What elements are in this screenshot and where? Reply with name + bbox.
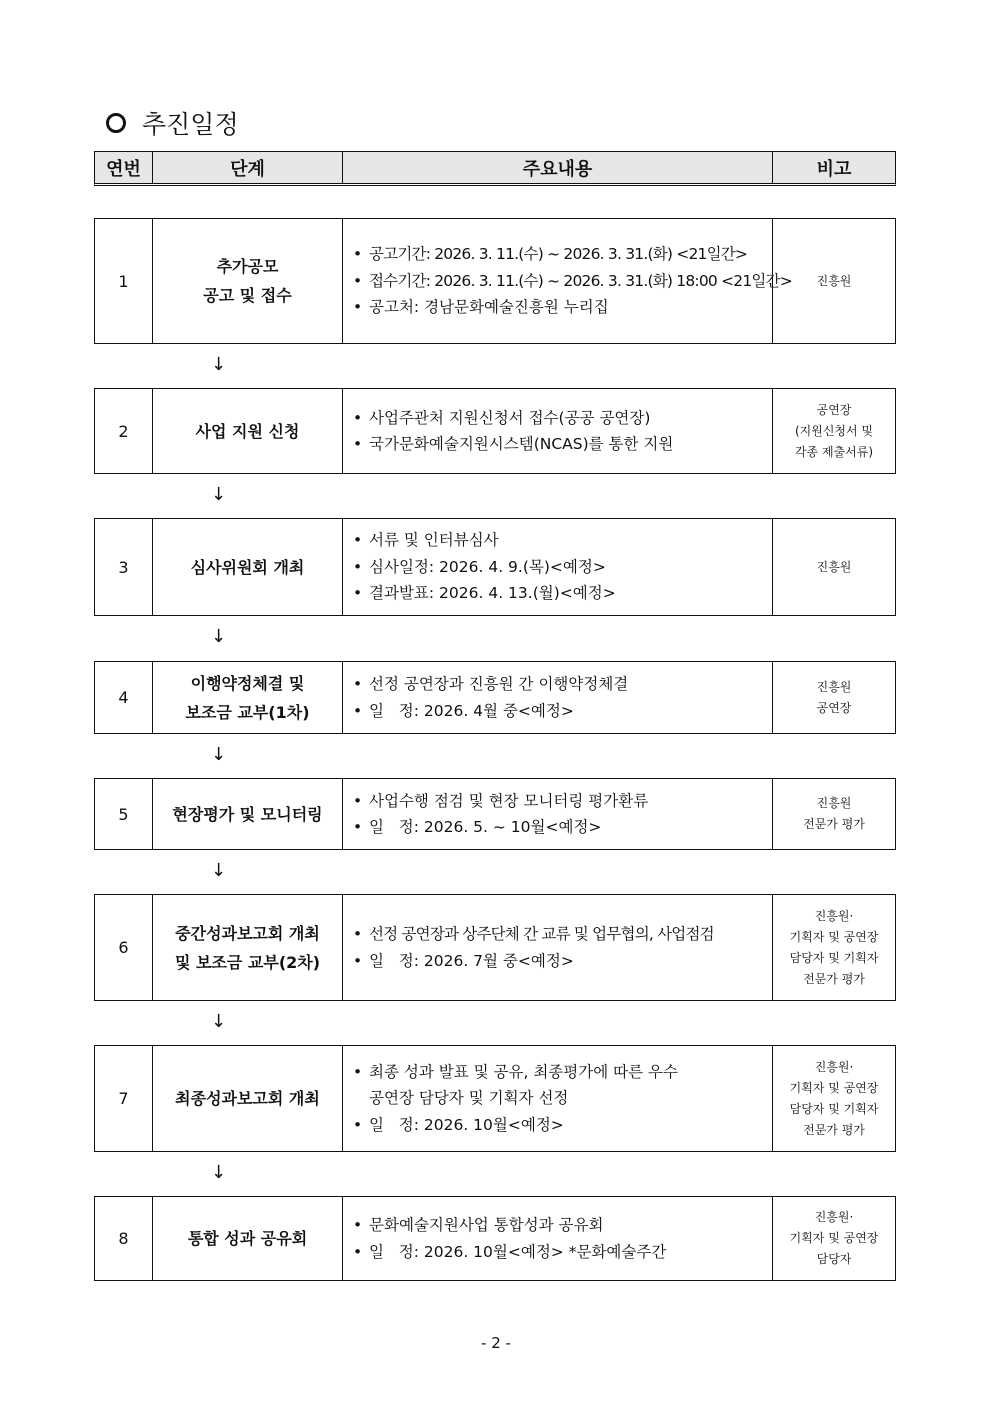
stage-line: 현장평가 및 모니터링 [172, 804, 323, 824]
content-continuation: 공연장 담당자 및 기획자 선정 [369, 1089, 569, 1108]
section-title [106, 106, 239, 140]
row-content [343, 662, 773, 733]
bullet-icon: • [353, 408, 363, 427]
row-content [343, 389, 773, 473]
note-line: 진흥원· [814, 908, 854, 923]
row-stage [153, 662, 343, 733]
row-stage [153, 219, 343, 343]
schedule-row-7 [94, 1045, 896, 1152]
bullet-icon: • [353, 435, 363, 453]
table-header [94, 151, 896, 186]
note-line: 담당자 및 기획자 [789, 950, 879, 965]
note-line: 기획자 및 공연장 [789, 1080, 879, 1095]
row-stage [153, 1197, 343, 1280]
note-line: 공연장 [816, 700, 852, 715]
note-line: 전문가 평가 [803, 1122, 865, 1137]
content-item: • 일 정: 2026. 4월 중<예정> [353, 698, 772, 725]
note-line: 담당자 [816, 1252, 852, 1266]
content-item: • 일 정: 2026. 10월<예정> *문화예술주간 [353, 1239, 772, 1266]
row-number: 6 [95, 895, 153, 1000]
row-content [343, 1046, 773, 1151]
note-line: 진흥원· [814, 1059, 854, 1074]
content-item: • 최종 성과 발표 및 공유, 최종평가에 따른 우수 [353, 1059, 772, 1086]
note-line: 진흥원 [816, 559, 852, 574]
row-content [343, 1197, 773, 1280]
schedule-row-4 [94, 661, 896, 734]
row-number: 7 [95, 1046, 153, 1151]
bullet-icon: • [353, 271, 362, 290]
bullet-icon: • [353, 818, 363, 836]
note-line: 진흥원 [816, 273, 852, 288]
row-stage [153, 779, 343, 849]
row-stage [153, 1046, 343, 1151]
page-number: - 2 - [481, 1334, 511, 1352]
note-line: 기획자 및 공연장 [789, 1231, 879, 1245]
schedule-row-2 [94, 388, 896, 474]
stage-line: 및 보조금 교부(2차) [174, 952, 321, 972]
bullet-icon: • [353, 951, 363, 970]
note-line: 전문가 평가 [803, 817, 865, 831]
schedule-row-3 [94, 518, 896, 616]
bullet-icon: • [353, 1115, 363, 1134]
schedule-row-8 [94, 1196, 896, 1281]
content-item: • 문화예술지원사업 통합성과 공유회 [353, 1212, 772, 1239]
content-item: • 일 정: 2026. 5. ~ 10월<예정> [353, 814, 772, 841]
header-content: 주요내용 [343, 152, 773, 183]
content-item: • 공고기간: 2026. 3. 11.(수) ~ 2026. 3. 31.(화) <21일간> [353, 241, 772, 268]
content-item: • 접수기간: 2026. 3. 11.(수) ~ 2026. 3. 31.(화) 18:00 <21일간> [353, 268, 772, 295]
content-item: • 서류 및 인터뷰심사 [353, 527, 772, 554]
row-note [773, 389, 895, 473]
note-line: 진흥원· [814, 1210, 854, 1224]
row-number: 4 [95, 662, 153, 733]
bullet-icon: • [353, 1062, 363, 1081]
down-arrow-icon: ↓ [211, 1011, 227, 1032]
row-stage [153, 389, 343, 473]
bullet-icon: • [353, 1216, 363, 1234]
bullet-icon: • [353, 675, 363, 693]
note-line: 기획자 및 공연장 [789, 929, 879, 944]
stage-line: 추가공모 [216, 257, 279, 276]
stage-line: 통합 성과 공유회 [187, 1229, 308, 1248]
content-item: • 일 정: 2026. 10월<예정> [353, 1112, 772, 1139]
content-item: • 심사일정: 2026. 4. 9.(목)<예정> [353, 554, 772, 581]
row-number: 1 [95, 219, 153, 343]
content-item: • 사업수행 점검 및 현장 모니터링 평가환류 [353, 788, 772, 815]
down-arrow-icon: ↓ [211, 484, 227, 505]
row-content [343, 779, 773, 849]
note-line: 공연장 [816, 402, 852, 417]
section-title-text: 추진일정 [142, 110, 239, 139]
stage-line: 중간성과보고회 개최 [175, 923, 320, 943]
bullet-icon: • [353, 701, 363, 720]
note-line: 진흥원 [816, 679, 852, 694]
row-note [773, 519, 895, 615]
bullet-icon: • [353, 245, 362, 264]
content-item: • 국가문화예술지원시스템(NCAS)를 통한 지원 [353, 431, 772, 458]
down-arrow-icon: ↓ [211, 1162, 227, 1183]
content-item: • 사업주관처 지원신청서 접수(공공 공연장) [353, 405, 772, 432]
header-no: 연번 [95, 152, 153, 183]
row-content [343, 895, 773, 1000]
bullet-icon: • [353, 584, 363, 603]
row-number: 8 [95, 1197, 153, 1280]
content-item: • 공고처: 경남문화예술진흥원 누리집 [353, 294, 772, 321]
bullet-icon: • [353, 1242, 363, 1261]
note-line: 진흥원 [816, 796, 852, 810]
note-line: 각종 제출서류) [794, 444, 874, 459]
row-note [773, 1046, 895, 1151]
header-stage: 단계 [153, 152, 343, 183]
bullet-icon: • [353, 925, 362, 943]
schedule-row-6 [94, 894, 896, 1001]
stage-line: 심사위원회 개최 [190, 557, 305, 577]
row-number: 5 [95, 779, 153, 849]
stage-line: 사업 지원 신청 [195, 421, 300, 441]
down-arrow-icon: ↓ [211, 744, 227, 765]
note-line: 담당자 및 기획자 [789, 1101, 879, 1116]
row-number: 3 [95, 519, 153, 615]
row-note [773, 662, 895, 733]
bullet-icon: • [353, 531, 363, 550]
down-arrow-icon: ↓ [211, 860, 227, 881]
note-line: (지원신청서 및 [794, 423, 874, 438]
content-item: • 선정 공연장과 진흥원 간 이행약정체결 [353, 671, 772, 698]
header-note: 비고 [773, 152, 895, 183]
row-number: 2 [95, 389, 153, 473]
content-item: • 선정 공연장과 상주단체 간 교류 및 업무협의, 사업점검 [353, 921, 772, 948]
down-arrow-icon: ↓ [211, 354, 227, 375]
content-item: • 결과발표: 2026. 4. 13.(월)<예정> [353, 580, 772, 607]
bullet-icon: • [353, 557, 363, 576]
row-stage [153, 519, 343, 615]
stage-line: 이행약정체결 및 [190, 673, 305, 693]
schedule-row-1 [94, 218, 896, 344]
bullet-icon: • [353, 791, 363, 810]
row-note [773, 779, 895, 849]
row-note [773, 1197, 895, 1280]
stage-line: 공고 및 접수 [203, 286, 292, 305]
row-note [773, 895, 895, 1000]
schedule-row-5 [94, 778, 896, 850]
hollow-circle-icon [106, 113, 126, 133]
content-item: • 일 정: 2026. 7월 중<예정> [353, 948, 772, 975]
row-stage [153, 895, 343, 1000]
stage-line: 최종성과보고회 개최 [175, 1089, 320, 1108]
row-content [343, 219, 792, 343]
row-note [773, 219, 895, 343]
note-line: 전문가 평가 [803, 971, 865, 986]
bullet-icon: • [353, 298, 363, 317]
row-content [343, 519, 773, 615]
stage-line: 보조금 교부(1차) [185, 702, 310, 722]
down-arrow-icon: ↓ [211, 626, 227, 647]
